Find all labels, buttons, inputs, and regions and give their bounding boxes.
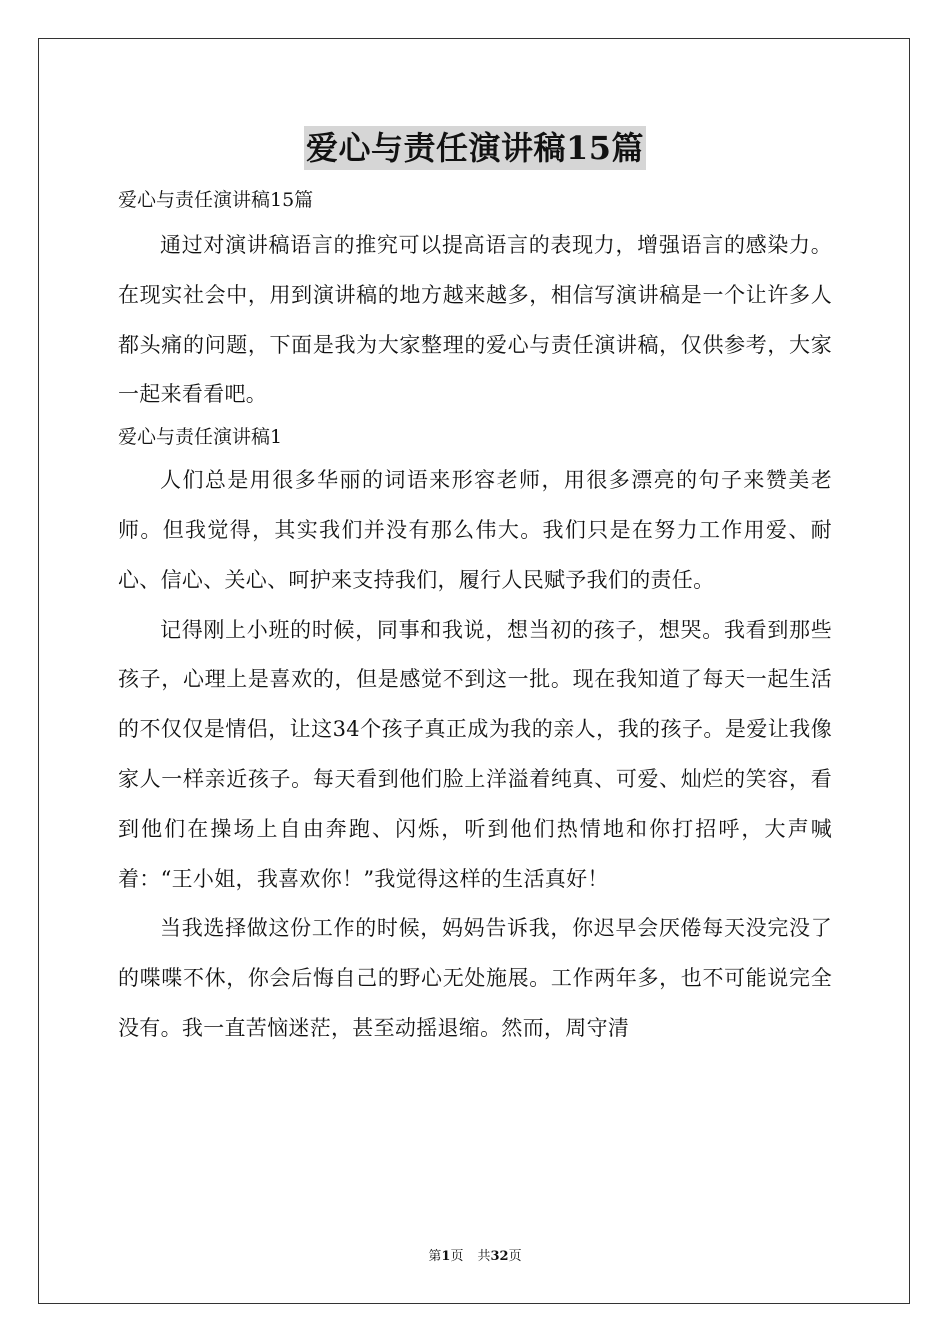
- body-paragraph: 当我选择做这份工作的时候，妈妈告诉我，你迟早会厌倦每天没完没了的喋喋不休，你会后悔自己的野心无处施展。工作两年多，也不可能说完全没有。我一直苦恼迷茫，甚至动摇退缩。然而，周守清: [118, 916, 832, 1040]
- total-pages: 32: [490, 1249, 509, 1264]
- document-body: [118, 183, 832, 1054]
- page-footer: [0, 1247, 950, 1267]
- document-title: 爱心与责任演讲稿15篇: [304, 126, 646, 170]
- intro-paragraph: 通过对演讲稿语言的推究可以提高语言的表现力，增强语言的感染力。在现实社会中，用到演讲稿的地方越来越多，相信写演讲稿是一个让许多人都头痛的问题，下面是我为大家整理的爱心与责任演讲稿，仅供参考，大家一起来看看吧。: [118, 233, 832, 407]
- body-paragraph: 记得刚上小班的时候，同事和我说，想当初的孩子，想哭。我看到那些孩子，心理上是喜欢的，但是感觉不到这一批。现在我知道了每天一起生活的不仅仅是情侣，让这34个孩子真正成为我的亲人，我的孩子。是爱让我像家人一样亲近孩子。每天看到他们脸上洋溢着纯真、可爱、灿烂的笑容，看到他们在操场上自由奔跑、闪烁，听到他们热情地和你打招呼，大声喊着：“王小姐，我喜欢你！”我觉得这样的生活真好！: [118, 617, 832, 891]
- body-paragraph: 人们总是用很多华丽的词语来形容老师，用很多漂亮的句子来赞美老师。但我觉得，其实我们并没有那么伟大。我们只是在努力工作用爱、耐心、信心、关心、呵护来支持我们，履行人民赋予我们的责任。: [118, 468, 832, 592]
- total-suffix: 页: [508, 1249, 522, 1264]
- total-prefix: 共: [477, 1249, 491, 1264]
- page-prefix: 第: [428, 1249, 442, 1264]
- page-number: 1: [441, 1249, 451, 1264]
- section-heading: 爱心与责任演讲稿1: [118, 426, 283, 449]
- document-subtitle: 爱心与责任演讲稿15篇: [118, 189, 314, 211]
- document-title-container: [0, 126, 950, 170]
- page-suffix: 页: [450, 1249, 464, 1264]
